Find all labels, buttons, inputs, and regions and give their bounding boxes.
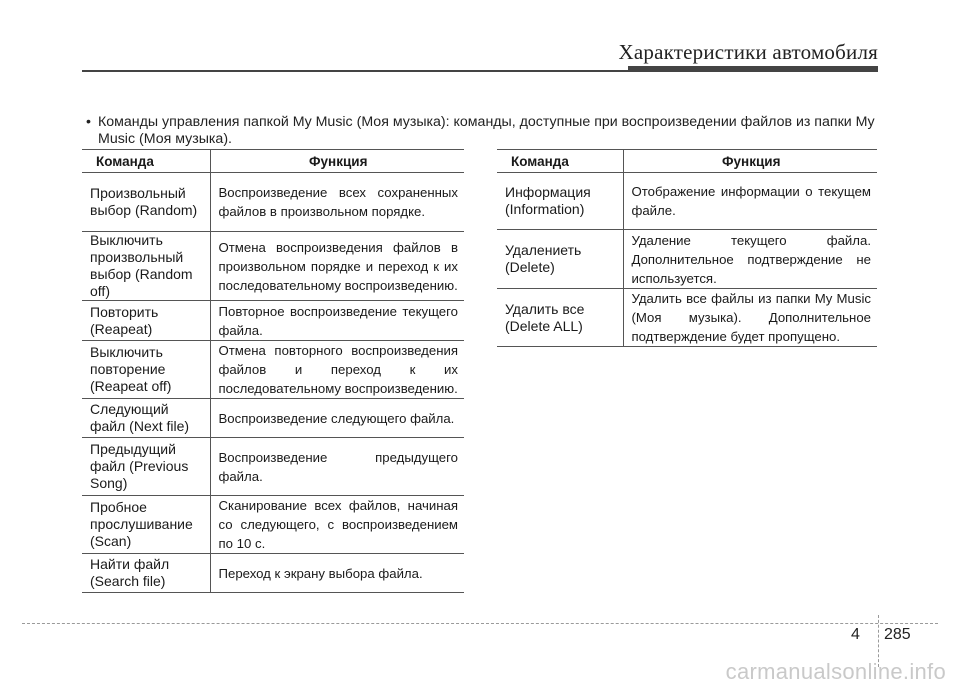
function-cell: Отмена повторного воспроизведения файлов и переход к их последовательному воспроизведению. [210,341,464,399]
command-cell: Выключить произвольный выбор (Random off) [82,232,210,301]
watermark-text: carmanualsonline.info [725,659,946,684]
column-header-function: Функция [623,150,877,173]
column-header-command: Команда [497,150,623,173]
table-row [82,341,464,399]
command-cell: Удалить все (Delete ALL) [497,289,623,347]
table-row [82,301,464,341]
table-row [82,173,464,232]
command-cell: Повторить (Reapeat) [82,301,210,341]
function-cell: Переход к экрану выбора файла. [210,554,464,593]
function-cell: Отображение информации о текущем файле. [623,173,877,230]
page-number: 285 [884,626,911,643]
table-header-row [497,150,877,173]
chapter-number: 4 [851,626,860,643]
page-header-title: Характеристики автомобиля [618,40,878,64]
table-row [82,399,464,438]
command-cell: Предыдущий файл (Previous Song) [82,438,210,496]
command-cell: Найти файл (Search file) [82,554,210,593]
commands-table-right [497,149,877,347]
command-cell: Выключить повторение (Reapeat off) [82,341,210,399]
table-row [497,173,877,230]
function-cell: Сканирование всех файлов, начиная со следующего, с воспроизведением по 10 с. [210,496,464,554]
command-cell: Следующий файл (Next file) [82,399,210,438]
function-cell: Воспроизведение предыдущего файла. [210,438,464,496]
command-cell: Пробное прослушивание (Scan) [82,496,210,554]
intro-text: Команды управления папкой My Music (Моя музыка): команды, доступные при воспроизведении файлов из папки My Music (Моя музыка). [98,114,875,147]
function-cell: Удаление текущего файла. Дополнительное подтверждение не используется. [623,230,877,289]
function-cell: Отмена воспроизведения файлов в произвольном порядке и переход к их последовательному воспроизведению. [210,232,464,301]
table-row [82,232,464,301]
table-row [82,496,464,554]
intro-paragraph [82,114,878,148]
table-row [82,438,464,496]
function-cell: Воспроизведение всех сохраненных файлов в произвольном порядке. [210,173,464,232]
table-row [497,289,877,347]
table-header-row [82,150,464,173]
commands-table-left [82,149,464,593]
command-cell: Удалениеть (Delete) [497,230,623,289]
column-header-function: Функция [210,150,464,173]
bullet: • [86,114,91,130]
column-header-command: Команда [82,150,210,173]
table-row [497,230,877,289]
function-cell: Удалить все файлы из папки My Music (Моя музыка). Дополнительное подтверждение будет пропущено. [623,289,877,347]
function-cell: Повторное воспроизведение текущего файла. [210,301,464,341]
table-row [82,554,464,593]
footer-dashed-rule [22,623,938,624]
command-cell: Произвольный выбор (Random) [82,173,210,232]
command-cell: Информация (Information) [497,173,623,230]
function-cell: Воспроизведение следующего файла. [210,399,464,438]
header-accent-bar [628,66,878,72]
